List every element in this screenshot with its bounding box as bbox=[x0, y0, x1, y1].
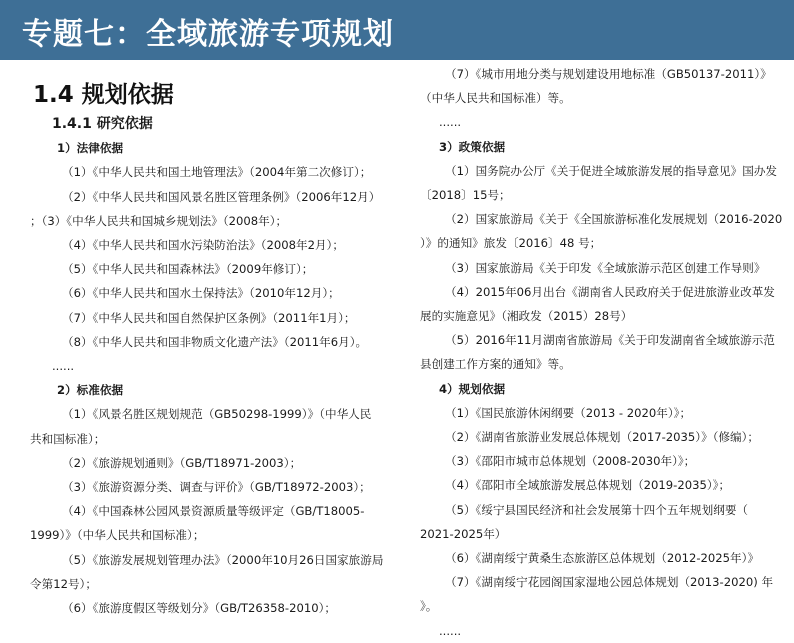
law-item: （1）《中华人民共和国土地管理法》（2004年第二次修订）； bbox=[62, 165, 372, 180]
standard-line: 共和国标准）； bbox=[30, 431, 106, 446]
planning-line: （3）《邵阳市城市总体规划（2008-2030年）》； bbox=[445, 454, 696, 469]
law-item: （7）《中华人民共和国自然保护区条例》（2011年1月）； bbox=[62, 310, 356, 325]
planning-ellipsis: ...... bbox=[439, 623, 462, 638]
standard-line: （中华人民共和国标准）等。 bbox=[420, 91, 571, 106]
standard-line: （5）《旅游发展规划管理办法》（2000年10月26日国家旅游局 bbox=[62, 552, 384, 567]
planning-line: （6）《湖南绥宁黄桑生态旅游区总体规划（2012-2025年）》 bbox=[445, 551, 760, 566]
policy-line: （2）国家旅游局《关于《全国旅游标准化发展规划（2016-2020 bbox=[445, 212, 783, 227]
law-item: （5）《中华人民共和国森林法》（2009年修订）； bbox=[62, 262, 314, 277]
standard-line: （3）《旅游资源分类、调查与评价》（GB/T18972-2003）； bbox=[62, 480, 371, 495]
standard-line: （1）《风景名胜区规划规范（GB50298-1999）》（中华人民 bbox=[62, 407, 372, 422]
policy-line: 县创建工作方案的通知》等。 bbox=[420, 357, 571, 372]
standard-line: （6）《旅游度假区等级划分》（GB/T26358-2010）； bbox=[62, 601, 336, 616]
left-column bbox=[30, 112, 392, 620]
law-item: ；（3）《中华人民共和国城乡规划法》（2008年）； bbox=[30, 213, 288, 228]
law-item: （6）《中华人民共和国水土保持法》（2010年12月）； bbox=[62, 286, 340, 301]
section-title: 1.4 规划依据 bbox=[33, 82, 174, 108]
policy-line: 〔2018〕15号； bbox=[420, 188, 511, 203]
standard-heading: 2）标准依据 bbox=[57, 383, 124, 398]
standard-line: （2）《旅游规划通则》（GB/T18971-2003）； bbox=[62, 455, 302, 470]
policy-line: （3）国家旅游局《关于印发《全域旅游示范区创建工作导则》 bbox=[445, 260, 766, 275]
planning-line: （1）《国民旅游休闲纲要（2013 - 2020年）》； bbox=[445, 405, 692, 420]
planning-line: 2021-2025年） bbox=[420, 526, 507, 541]
planning-line: （2）《湖南省旅游业发展总体规划（2017-2035）》（修编）； bbox=[445, 430, 760, 445]
right-column bbox=[420, 62, 790, 643]
law-item: （8）《中华人民共和国非物质文化遗产法》（2011年6月）。 bbox=[62, 334, 368, 349]
law-item: （2）《中华人民共和国风景名胜区管理条例》（2006年12月） bbox=[62, 189, 381, 204]
planning-heading: 4）规划依据 bbox=[439, 381, 506, 396]
law-item: （4）《中华人民共和国水污染防治法》（2008年2月）； bbox=[62, 238, 344, 253]
planning-line: （4）《邵阳市全域旅游发展总体规划（2019-2035）》； bbox=[445, 478, 731, 493]
policy-heading: 3）政策依据 bbox=[439, 139, 506, 154]
subsection-title: 1.4.1 研究依据 bbox=[52, 116, 153, 132]
standard-line: （7）《城市用地分类与规划建设用地标准（GB50137-2011）》 bbox=[445, 67, 772, 81]
planning-line: 》。 bbox=[420, 599, 438, 614]
policy-line: （4）2015年06月出台《湖南省人民政府关于促进旅游业改革发 bbox=[445, 284, 775, 299]
standard-ellipsis: ...... bbox=[439, 115, 462, 130]
standard-line: 1999）》（中华人民共和国标准）； bbox=[30, 528, 205, 543]
law-ellipsis: ...... bbox=[52, 359, 75, 374]
policy-line: ）》的通知》旅发〔2016〕48 号； bbox=[420, 236, 602, 251]
policy-line: （1）国务院办公厅《关于促进全域旅游发展的指导意见》国办发 bbox=[445, 163, 778, 178]
law-heading: 1）法律依据 bbox=[57, 141, 124, 156]
standard-line: （4）《中国森林公园风景资源质量等级评定（GB/T18005- bbox=[62, 504, 365, 519]
header-title: 专题七：全域旅游专项规划 bbox=[22, 17, 394, 52]
planning-line: （5）《绥宁县国民经济和社会发展第十四个五年规划纲要（ bbox=[445, 502, 749, 517]
planning-line: （7）《湖南绥宁花园阁国家湿地公园总体规划（2013-2020) 年 bbox=[445, 575, 774, 590]
header-bar bbox=[0, 0, 794, 60]
policy-line: （5）2016年11月湖南省旅游局《关于印发湖南省全域旅游示范 bbox=[445, 333, 775, 348]
standard-line: 令第12号）； bbox=[30, 576, 97, 591]
policy-line: 展的实施意见》（湘政发（2015）28号） bbox=[420, 309, 633, 324]
